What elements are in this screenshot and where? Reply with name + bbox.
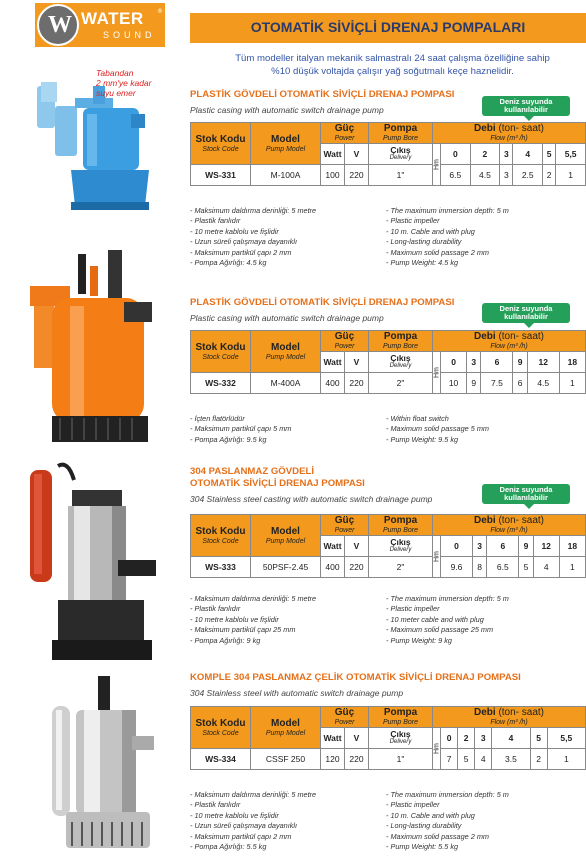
feature-item: - Maksimum partikül çapı 2 mm: [190, 247, 292, 257]
pump-image-ws333: [28, 460, 158, 665]
feature-item: - The maximum immersion depth: 5 m: [386, 790, 509, 799]
head-value: 1: [559, 557, 585, 578]
watt-header: Watt: [321, 352, 345, 373]
bore-header: Pompa Pump Bore: [369, 515, 433, 536]
features-tr: [190, 594, 316, 646]
model-header: Model Pump Model: [251, 331, 321, 373]
feature-item: - Maksimum daldırma derinliği: 5 metre: [190, 206, 317, 215]
intro-line-1: Tüm modeller italyan mekanik salmastralı 24 saat çalışma özelliğine sahip: [235, 53, 550, 64]
feature-item: - Pompa Ağırlığı: 5.5 kg: [190, 842, 267, 852]
model-header: Model Pump Model: [251, 707, 321, 749]
head-value: 1: [556, 165, 586, 186]
product-title: [190, 466, 365, 490]
flow-value: 9: [519, 536, 533, 557]
product-title-line-2: OTOMATİK SİVİÇLİ DRENAJ POMPASI: [190, 478, 365, 489]
badge-line-2: kullanılabilir: [504, 105, 548, 114]
flow-value: 6: [481, 352, 513, 373]
volt-value: 220: [345, 373, 369, 394]
feature-item: - Pump Weight: 9 kg: [386, 635, 452, 645]
volt-header: V: [345, 536, 369, 557]
flow-value: 0: [441, 352, 467, 373]
head-value: 2.5: [513, 165, 543, 186]
bore-header: Pompa Pump Bore: [369, 707, 433, 728]
flow-value: 0: [441, 728, 458, 749]
flow-value: 5: [530, 728, 547, 749]
feature-item: - The maximum immersion depth: 5 m: [386, 206, 509, 215]
feature-item: - 10 metre kablolu ve fişlidir: [190, 810, 279, 820]
flow-value: 3: [473, 536, 487, 557]
features-en: [386, 414, 489, 445]
outlet-value: 1": [369, 165, 433, 186]
product-title-line-1: 304 PASLANMAZ GÖVDELİ: [190, 466, 315, 477]
head-value: 6.5: [441, 165, 471, 186]
feature-item: - Maximum solid passage 2 mm: [386, 247, 489, 257]
head-value: 2: [543, 165, 556, 186]
product-subtitle: Plastic casing with automatic switch drainage pump: [190, 313, 384, 323]
badge-line-1: Deniz suyunda: [499, 96, 553, 106]
feature-item: - Pompa Ağırlığı: 9.5 kg: [190, 434, 267, 444]
feature-item: - Maksimum partikül çapı 2 mm: [190, 831, 292, 841]
feature-item: - Within float switch: [386, 414, 449, 423]
flow-value: 18: [559, 536, 585, 557]
stock-header: Stok Kodu Stock Code: [191, 515, 251, 557]
flow-header: Debi (ton- saat) Flow (m³ /h): [433, 123, 586, 144]
head-value: 6.5: [487, 557, 519, 578]
brand-logo: [35, 3, 165, 47]
watt-header: Watt: [321, 536, 345, 557]
model-value: M-100A: [251, 165, 321, 186]
suction-note-line-2: 2 mm'ye kadar: [96, 78, 152, 88]
feature-item: - 10 metre kablolu ve fişlidir: [190, 226, 279, 236]
outlet-value: 2": [369, 557, 433, 578]
feature-item: - The maximum immersion depth: 5 m: [386, 594, 509, 603]
feature-item: - Plastic impeller: [386, 800, 440, 810]
flow-value: 12: [527, 352, 559, 373]
badge-line-2: kullanılabilir: [504, 312, 548, 321]
logo-letter: W: [48, 12, 72, 38]
outlet-header: Çıkış Delivery: [369, 352, 433, 373]
head-value: 8: [473, 557, 487, 578]
stock-code: WS-334: [191, 749, 251, 770]
flow-header: Debi (ton- saat) Flow (m³ /h): [433, 515, 586, 536]
feature-item: - Pump Weight: 4.5 kg: [386, 258, 459, 268]
flow-value: 5: [543, 144, 556, 165]
flow-value: 4: [513, 144, 543, 165]
suction-note-line-1: Tabandan: [96, 68, 134, 78]
feature-item: - Pump Weight: 9.5 kg: [386, 434, 459, 444]
power-header: Güç Power: [321, 331, 369, 352]
feature-item: - Uzun süreli çalışmaya dayanıklı: [190, 821, 298, 831]
feature-item: - Maksimum partikül çapı 25 mm: [190, 625, 296, 635]
features-en: [386, 594, 509, 646]
suction-note-line-3: suyu emer: [96, 88, 136, 98]
logo-emblem: [37, 4, 79, 46]
watt-value: 120: [321, 749, 345, 770]
head-value: 1: [559, 373, 585, 394]
model-header: Model Pump Model: [251, 123, 321, 165]
product-title: KOMPLE 304 PASLANMAZ ÇELİK OTOMATİK SİVİÇLİ DRENAJ POMPASI: [190, 672, 521, 683]
flow-value: 5,5: [547, 728, 585, 749]
stock-code: WS-331: [191, 165, 251, 186]
watt-value: 400: [321, 373, 345, 394]
pump-image-ws332: [30, 246, 155, 446]
feature-item: - Long-lasting durability: [386, 237, 462, 247]
power-header: Güç Power: [321, 515, 369, 536]
product-title: PLASTİK GÖVDELİ OTOMATİK SİVİÇLİ DRENAJ POMPASI: [190, 89, 455, 100]
volt-header: V: [345, 144, 369, 165]
features-en: [386, 790, 509, 852]
watt-value: 100: [321, 165, 345, 186]
head-value: 5: [458, 749, 475, 770]
logo-registered: ®: [157, 8, 163, 15]
head-value: 4: [475, 749, 492, 770]
feature-item: - Plastik fanlıdır: [190, 216, 241, 226]
watt-header: Watt: [321, 728, 345, 749]
head-value: 9.6: [441, 557, 473, 578]
flow-value: 2: [458, 728, 475, 749]
power-header: Güç Power: [321, 707, 369, 728]
seawater-badge: [482, 96, 570, 116]
spec-table: [190, 706, 586, 770]
feature-item: - Maksimum daldırma derinliği: 5 metre: [190, 790, 317, 799]
feature-item: - Uzun süreli çalışmaya dayanıklı: [190, 237, 298, 247]
head-value: 4: [533, 557, 559, 578]
flow-value: 3: [500, 144, 513, 165]
stock-header: Stok Kodu Stock Code: [191, 707, 251, 749]
head-value: 1: [547, 749, 585, 770]
model-value: M-400A: [251, 373, 321, 394]
feature-item: - Plastik fanlıdır: [190, 800, 241, 810]
model-value: 50PSF-2.45: [251, 557, 321, 578]
intro-line-2: %10 düşük voltajda çalışır yağ soğutmalı keçe haznelidir.: [271, 66, 514, 77]
volt-header: V: [345, 352, 369, 373]
seawater-badge: [482, 303, 570, 323]
outlet-header: Çıkış Delivery: [369, 536, 433, 557]
watt-value: 400: [321, 557, 345, 578]
header-bar: [190, 13, 586, 43]
head-value: 5: [519, 557, 533, 578]
volt-value: 220: [345, 165, 369, 186]
head-value: 9: [467, 373, 481, 394]
feature-item: - Plastic impeller: [386, 216, 440, 226]
stock-header: Stok Kodu Stock Code: [191, 331, 251, 373]
volt-value: 220: [345, 749, 369, 770]
feature-item: - Maksimum partikül çapı 5 mm: [190, 424, 292, 434]
feature-item: - Pompa Ağırlığı: 9 kg: [190, 635, 261, 645]
feature-item: - 10 meter cable and with plug: [386, 614, 484, 624]
feature-item: - Pompa Ağırlığı: 4.5 kg: [190, 258, 267, 268]
head-value: 3.5: [492, 749, 530, 770]
head-value: 7.5: [481, 373, 513, 394]
head-value: 7: [441, 749, 458, 770]
head-value: 2: [530, 749, 547, 770]
product-subtitle: Plastic casing with automatic switch drainage pump: [190, 105, 384, 115]
page-title: OTOMATİK SİVİÇLİ DRENAJ POMPALARI: [250, 19, 526, 35]
product-subtitle: 304 Stainless steel casting with automatic switch drainage pump: [190, 494, 433, 504]
badge-line-2: kullanılabilir: [504, 493, 548, 502]
outlet-value: 2": [369, 373, 433, 394]
flow-header: Debi (ton- saat) Flow (m³ /h): [433, 707, 586, 728]
outlet-header: Çıkış Delivery: [369, 144, 433, 165]
pump-image-ws331: [35, 78, 153, 218]
intro-text: [200, 52, 585, 78]
feature-item: - İçten flatörlüdür: [190, 414, 245, 423]
flow-value: 3: [467, 352, 481, 373]
flow-value: 12: [533, 536, 559, 557]
outlet-header: Çıkış Delivery: [369, 728, 433, 749]
feature-item: - 10 m. Cable and with plug: [386, 810, 475, 820]
flow-value: 3: [475, 728, 492, 749]
features-tr: [190, 206, 316, 268]
flow-value: 5,5: [556, 144, 586, 165]
volt-value: 220: [345, 557, 369, 578]
outlet-value: 1": [369, 749, 433, 770]
features-tr: [190, 790, 316, 852]
flow-value: 0: [441, 144, 471, 165]
pump-image-ws334: [38, 676, 156, 856]
badge-line-1: Deniz suyunda: [499, 303, 553, 313]
feature-item: - 10 metre kablolu ve fişlidir: [190, 614, 279, 624]
logo-name: WATER: [81, 9, 144, 28]
head-value: 4.5: [470, 165, 500, 186]
hm-label: Hm: [433, 536, 441, 578]
hm-label: Hm: [433, 352, 441, 394]
flow-value: 9: [513, 352, 527, 373]
head-value: 6: [513, 373, 527, 394]
feature-item: - Maximum solid passage 2 mm: [386, 831, 489, 841]
feature-item: - Maximum solid passage 25 mm: [386, 625, 494, 635]
stock-header: Stok Kodu Stock Code: [191, 123, 251, 165]
hm-label: Hm: [433, 728, 441, 770]
stock-code: WS-333: [191, 557, 251, 578]
product-title: PLASTİK GÖVDELİ OTOMATİK SİVİÇLİ DRENAJ POMPASI: [190, 297, 455, 308]
feature-item: - Plastik fanlıdır: [190, 604, 241, 614]
feature-item: - Plastic impeller: [386, 604, 440, 614]
spec-table: [190, 330, 586, 394]
features-en: [386, 206, 509, 268]
flow-value: 2: [470, 144, 500, 165]
flow-header: Debi (ton- saat) Flow (m³ /h): [433, 331, 586, 352]
volt-header: V: [345, 728, 369, 749]
head-value: 10: [441, 373, 467, 394]
flow-value: 4: [492, 728, 530, 749]
feature-item: - 10 m. Cable and with plug: [386, 226, 475, 236]
feature-item: - Pump Weight: 5.5 kg: [386, 842, 459, 852]
head-value: 4.5: [527, 373, 559, 394]
bore-header: Pompa Pump Bore: [369, 331, 433, 352]
suction-note: [96, 68, 151, 98]
model-header: Model Pump Model: [251, 515, 321, 557]
flow-value: 6: [487, 536, 519, 557]
logo-sub: SOUND: [103, 30, 156, 40]
model-value: CSSF 250: [251, 749, 321, 770]
spec-table: [190, 514, 586, 578]
flow-value: 0: [441, 536, 473, 557]
power-header: Güç Power: [321, 123, 369, 144]
hm-label: Hm: [433, 144, 441, 186]
badge-line-1: Deniz suyunda: [499, 484, 553, 494]
stock-code: WS-332: [191, 373, 251, 394]
bore-header: Pompa Pump Bore: [369, 123, 433, 144]
feature-item: - Long-lasting durability: [386, 821, 462, 831]
head-value: 3: [500, 165, 513, 186]
product-subtitle: 304 Stainless steel with automatic switch drainage pump: [190, 688, 404, 698]
features-tr: [190, 414, 291, 445]
feature-item: - Maximum solid passage 5 mm: [386, 424, 489, 434]
seawater-badge: [482, 484, 570, 504]
flow-value: 18: [559, 352, 585, 373]
watt-header: Watt: [321, 144, 345, 165]
spec-table: [190, 122, 586, 186]
feature-item: - Maksimum daldırma derinliği: 5 metre: [190, 594, 317, 603]
